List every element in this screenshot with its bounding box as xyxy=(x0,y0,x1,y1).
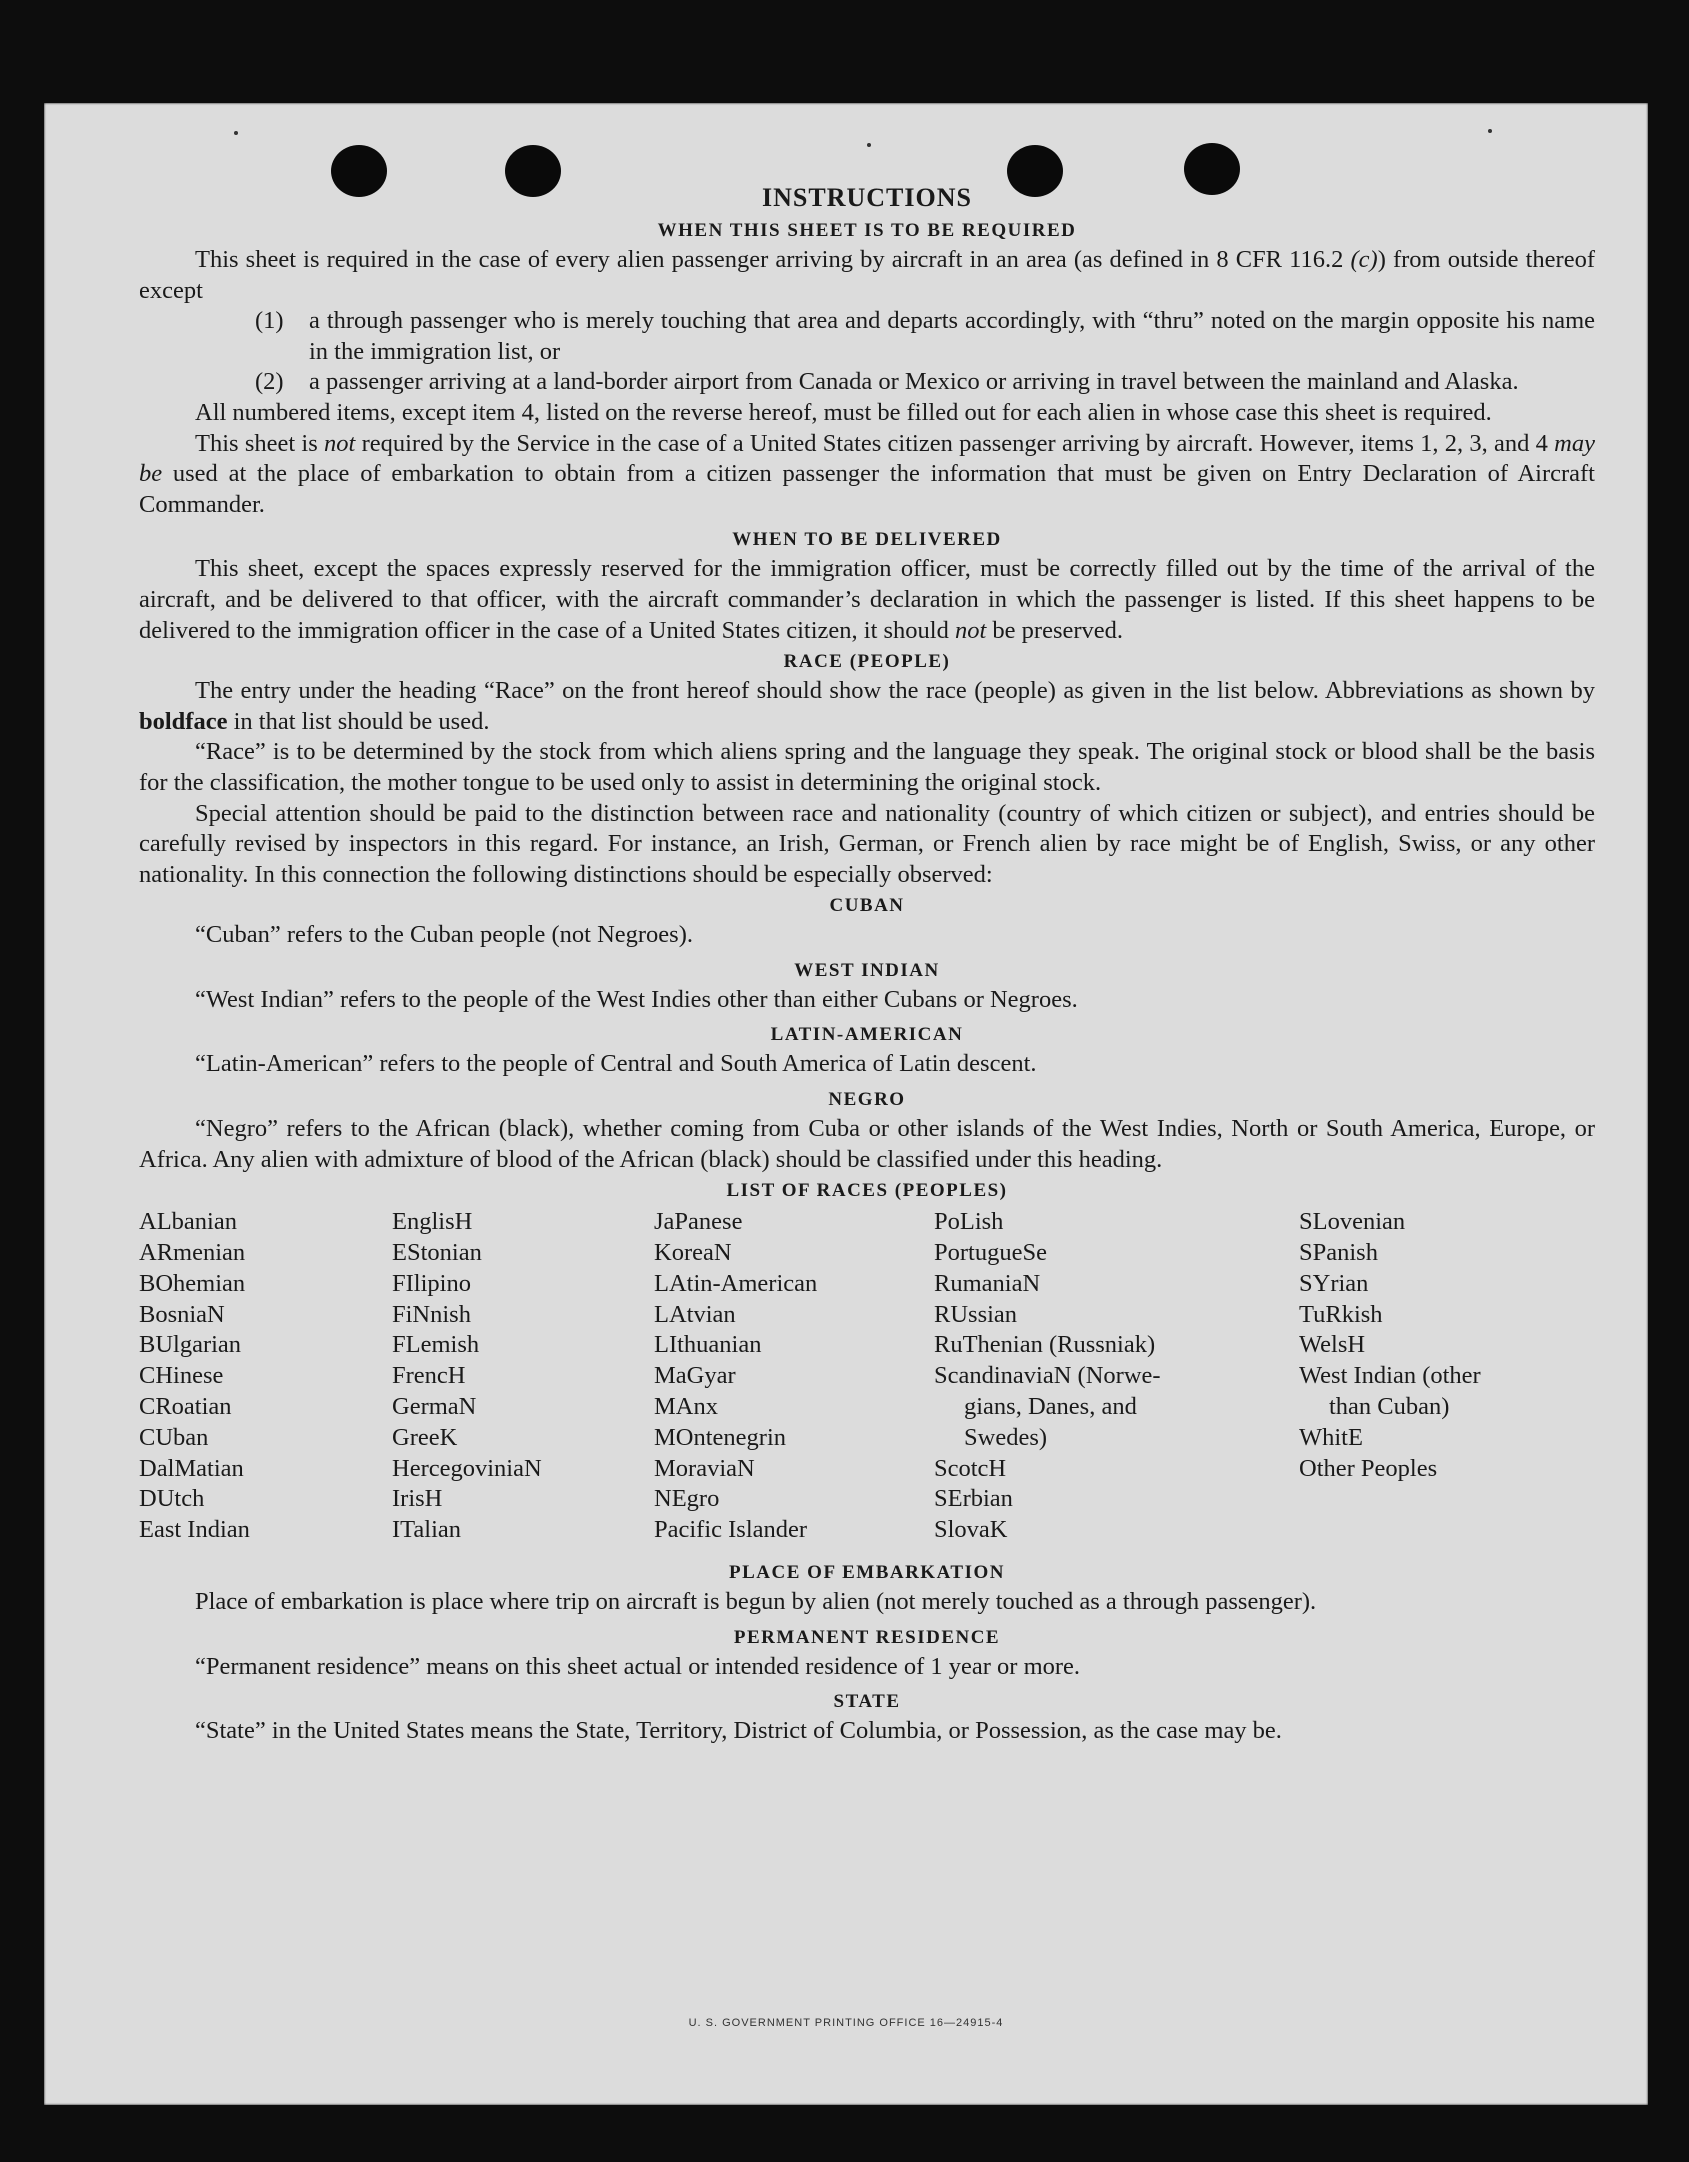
list-item: CUban xyxy=(139,1423,209,1451)
list-item: GermaN xyxy=(392,1393,477,1421)
list-item: SLovenian xyxy=(1299,1208,1406,1236)
list-item: TuRkish xyxy=(1299,1300,1383,1328)
paragraph: “State” in the United States means the State, Territory, District of Columbia, or Possession, as the case may be. xyxy=(195,1717,1282,1745)
list-item: FiNnish xyxy=(392,1300,471,1328)
paragraph: “Cuban” refers to the Cuban people (not Negroes). xyxy=(195,921,693,949)
list-item: BosniaN xyxy=(139,1300,225,1328)
list-item: MaGyar xyxy=(654,1362,736,1390)
paragraph: This sheet is not required by the Service in the case of a United States citizen passenger arriving by aircraft. However, items 1, 2, 3, and 4 may be used at the place of embarkation to obtain from a citizen passenger the information that must be given on Entry Declaration of Aircraft Commander. xyxy=(139,429,1595,518)
list-item: WhitE xyxy=(1299,1423,1363,1451)
section-heading-residence: PERMANENT RESIDENCE xyxy=(733,1626,1001,1648)
list-item: ARmenian xyxy=(139,1239,246,1267)
list-item: MOntenegrin xyxy=(654,1423,786,1451)
list-item: SYrian xyxy=(1299,1269,1369,1297)
list-item: GreeK xyxy=(392,1423,458,1451)
paragraph: “Latin-American” refers to the people of Central and South America of Latin descent. xyxy=(195,1050,1037,1078)
paragraph: Special attention should be paid to the distinction between race and nationality (country of which citizen or subject), and entries should be carefully revised by inspectors in this regard. For instance, an Irish, German, or French alien by race might be of English, Swiss, or any other nationality. In this connection the following distinctions should be especially observed: xyxy=(139,799,1595,888)
list-item: (2) a passenger arriving at a land-border airport from Canada or Mexico or arriving in travel between the mainland and Alaska. xyxy=(255,368,1519,396)
instructions-body xyxy=(139,181,1595,1747)
dust-speck xyxy=(867,143,871,147)
list-item: KoreaN xyxy=(654,1239,732,1267)
list-item: NEgro xyxy=(654,1485,720,1513)
list-item: JaPanese xyxy=(654,1208,743,1236)
section-heading-races-list: LIST OF RACES (PEOPLES) xyxy=(726,1180,1008,1202)
page-title: INSTRUCTIONS xyxy=(762,183,972,212)
list-item: ScandinaviaN (Norwe- xyxy=(934,1362,1161,1390)
races-column xyxy=(1299,1207,1481,1484)
list-item: EnglisH xyxy=(392,1208,473,1236)
list-item: SPanish xyxy=(1299,1239,1378,1267)
list-item: Other Peoples xyxy=(1299,1454,1438,1482)
section-heading-state: STATE xyxy=(833,1691,901,1713)
list-item: CRoatian xyxy=(139,1393,232,1421)
paragraph: All numbered items, except item 4, listed on the reverse hereof, must be filled out for each alien in whose case this sheet is required. xyxy=(195,398,1492,426)
section-heading-delivered: WHEN TO BE DELIVERED xyxy=(732,529,1002,551)
list-item: SErbian xyxy=(934,1485,1013,1513)
races-column xyxy=(934,1207,1161,1546)
list-item: LAtvian xyxy=(654,1300,736,1328)
list-item: Pacific Islander xyxy=(654,1516,808,1544)
list-item: SlovaK xyxy=(934,1516,1008,1544)
section-heading-required: WHEN THIS SHEET IS TO BE REQUIRED xyxy=(657,220,1077,241)
dust-speck xyxy=(234,131,238,135)
races-column xyxy=(392,1207,542,1546)
paragraph: The entry under the heading “Race” on the front hereof should show the race (people) as given in the list below. Abbreviations as shown by boldface in that list should be used. xyxy=(139,677,1595,735)
list-item: ALbanian xyxy=(139,1208,237,1236)
paragraph: “West Indian” refers to the people of the West Indies other than either Cubans or Negroes. xyxy=(195,985,1078,1013)
list-item: PortugueSe xyxy=(934,1239,1047,1267)
paragraph: Place of embarkation is place where trip on aircraft is begun by alien (not merely touched as a through passenger). xyxy=(195,1588,1317,1616)
paragraph: This sheet, except the spaces expressly reserved for the immigration officer, must be correctly filled out by the time of the arrival of the aircraft, and be delivered to that officer, with the aircraft commander’s declaration in which the passenger is listed. If this sheet happens to be delivered to the immigration officer in the case of a United States citizen, it should not be preserved. xyxy=(139,555,1595,644)
list-item: CHinese xyxy=(139,1362,224,1390)
races-list xyxy=(139,1207,1595,1557)
list-item: RuThenian (Russniak) xyxy=(934,1331,1156,1359)
list-item: RUssian xyxy=(934,1300,1018,1328)
section-heading-race: RACE (PEOPLE) xyxy=(783,651,951,673)
races-column xyxy=(654,1207,817,1546)
list-item: PoLish xyxy=(934,1208,1004,1236)
races-column xyxy=(139,1207,250,1546)
paragraph: This sheet is required in the case of every alien passenger arriving by aircraft in an area (as defined in 8 CFR 116.2 (c)) from outside thereof except xyxy=(139,246,1595,304)
list-item: ITalian xyxy=(392,1516,462,1544)
list-item: HercegoviniaN xyxy=(392,1454,542,1482)
list-item: DalMatian xyxy=(139,1454,244,1482)
section-heading-negro: NEGRO xyxy=(828,1089,906,1111)
section-heading-cuban: CUBAN xyxy=(829,895,905,917)
list-item: East Indian xyxy=(139,1516,250,1544)
list-item: LAtin-American xyxy=(654,1269,818,1297)
list-item: DUtch xyxy=(139,1485,205,1513)
list-item: West Indian (other xyxy=(1299,1362,1481,1390)
paragraph: “Race” is to be determined by the stock from which aliens spring and the language they speak. The original stock or blood shall be the basis for the classification, the mother tongue to be used only to assist in determining the original stock. xyxy=(139,738,1595,796)
paragraph: “Negro” refers to the African (black), whether coming from Cuba or other islands of the West Indies, North or South America, Europe, or Africa. Any alien with admixture of blood of the African (black) should be classified under this heading. xyxy=(139,1115,1595,1173)
list-item: than Cuban) xyxy=(1329,1393,1450,1421)
section-heading-west-indian: WEST INDIAN xyxy=(794,959,940,981)
list-item: LIthuanian xyxy=(654,1331,762,1359)
printer-imprint: U. S. GOVERNMENT PRINTING OFFICE 16—24915-4 xyxy=(688,2017,1004,2029)
list-item: MAnx xyxy=(654,1393,718,1421)
paragraph: “Permanent residence” means on this sheet actual or intended residence of 1 year or more. xyxy=(195,1652,1081,1680)
list-item: FIlipino xyxy=(392,1269,471,1297)
list-item: ScotcH xyxy=(934,1454,1007,1482)
section-heading-latin-american: LATIN-AMERICAN xyxy=(770,1024,964,1046)
list-item: BUlgarian xyxy=(139,1331,242,1359)
list-item: FLemish xyxy=(392,1331,480,1359)
list-item: RumaniaN xyxy=(934,1269,1041,1297)
list-item: gians, Danes, and xyxy=(964,1393,1137,1421)
list-item: Swedes) xyxy=(964,1423,1048,1451)
list-item: WelsH xyxy=(1299,1331,1366,1359)
list-item: EStonian xyxy=(392,1239,482,1267)
document-sheet xyxy=(44,103,1648,2105)
list-item: MoraviaN xyxy=(654,1454,755,1482)
list-item: FrencH xyxy=(392,1362,466,1390)
dust-speck xyxy=(1488,129,1492,133)
list-item: (1) a through passenger who is merely touching that area and departs accordingly, with “thru” noted on the margin opposite his name in the immigration list, or xyxy=(255,307,1595,365)
list-item: IrisH xyxy=(392,1485,443,1513)
list-item: BOhemian xyxy=(139,1269,246,1297)
section-heading-embarkation: PLACE OF EMBARKATION xyxy=(729,1562,1005,1584)
